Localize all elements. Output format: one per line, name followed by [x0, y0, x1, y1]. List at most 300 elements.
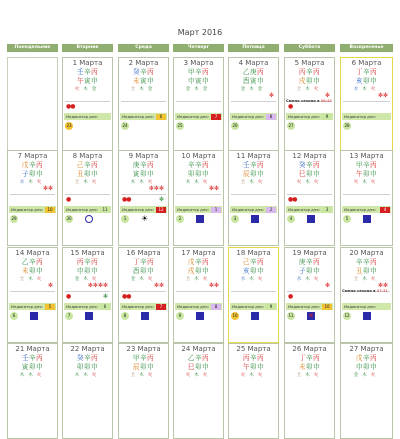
earthly-branches-row: [63, 363, 112, 371]
hieroglyph: 亥: [242, 267, 250, 275]
day-indicator: [64, 206, 111, 213]
moon-day-number: 24: [122, 123, 128, 128]
hieroglyph: 卯: [362, 170, 371, 178]
day-cell[interactable]: [228, 343, 279, 439]
earthly-branches-row: [341, 170, 392, 178]
elements-row: [285, 373, 334, 378]
day-cell[interactable]: [62, 150, 113, 246]
moon-day-number: 25: [177, 123, 183, 128]
hieroglyph: 卯: [305, 267, 314, 275]
heavenly-stems-row: [229, 354, 278, 362]
day-indicator: [286, 303, 333, 310]
hieroglyph: 卯: [305, 363, 314, 371]
indicator-value: 12: [156, 207, 166, 213]
earthly-branches-row: [8, 363, 57, 371]
indicator-value: 6: [156, 114, 166, 120]
hieroglyph: 卯: [362, 363, 371, 371]
indicator-label: Индикатор дня:: [232, 304, 264, 309]
day-date: 3 Марта: [183, 59, 214, 67]
day-indicator: [9, 206, 56, 213]
day-date: 12 Марта: [292, 152, 327, 160]
hieroglyph: 申: [36, 170, 44, 178]
hieroglyph: 火: [36, 180, 46, 185]
day-date: 26 Марта: [292, 345, 327, 353]
divider: [121, 101, 166, 102]
day-date: 16 Марта: [126, 249, 161, 257]
day-date: 14 Марта: [15, 249, 50, 257]
earthly-branches-row: [119, 170, 168, 178]
indicator-value: 9: [266, 304, 276, 310]
divider: [231, 194, 276, 195]
heavenly-stems-row: [119, 68, 168, 76]
earthly-branches-row: [119, 77, 168, 85]
moon-day-number: 26: [232, 123, 238, 128]
hieroglyph: 壬: [76, 68, 84, 76]
hieroglyph: 戊: [187, 258, 195, 266]
heavenly-stems-row: [8, 354, 57, 362]
heavenly-stems-row: [8, 258, 57, 266]
hieroglyph: 甲: [132, 354, 140, 362]
hieroglyph: 火: [202, 277, 212, 282]
hieroglyph: 火: [313, 180, 323, 185]
hieroglyph: 辛: [305, 68, 314, 76]
hieroglyph: 申: [202, 170, 210, 178]
hieroglyph: 木: [305, 373, 314, 378]
divider: [176, 291, 221, 292]
heavenly-stems-row: [341, 258, 392, 266]
hieroglyph: 辛: [249, 258, 258, 266]
elements-row: [229, 277, 278, 282]
hieroglyph: 申: [257, 77, 265, 85]
hieroglyph: 火: [370, 277, 380, 282]
elements-row: [63, 180, 112, 185]
hieroglyph: 午: [76, 77, 84, 85]
hieroglyph: 丁: [298, 354, 306, 362]
hieroglyph: 卯: [139, 267, 148, 275]
hieroglyph: 土: [19, 277, 29, 282]
day-indicator: [286, 113, 333, 120]
day-cell[interactable]: [284, 247, 335, 343]
earthly-branches-row: [119, 267, 168, 275]
calendar-title: Март 2016: [177, 28, 223, 37]
heavenly-stems-row: [285, 258, 334, 266]
hieroglyph: 卯: [76, 363, 84, 371]
hieroglyph: 丙: [242, 354, 250, 362]
hieroglyph: 木: [305, 277, 314, 282]
day-cell[interactable]: [284, 343, 335, 439]
weekday-header: Воскресенье: [340, 44, 393, 52]
red-dots-icon: ●●: [122, 196, 131, 203]
hieroglyph: 木: [362, 277, 371, 282]
heavenly-stems-row: [8, 161, 57, 169]
elements-row: [119, 373, 168, 378]
hieroglyph: 丁: [355, 68, 363, 76]
day-cell[interactable]: [62, 343, 113, 439]
day-date: 21 Марта: [15, 345, 50, 353]
hieroglyph: 申: [91, 77, 99, 85]
heavenly-stems-row: [174, 161, 223, 169]
hieroglyph: 木: [139, 180, 148, 185]
hieroglyph: 辛: [362, 68, 371, 76]
day-cell[interactable]: [7, 150, 58, 246]
hieroglyph: 辛: [28, 161, 37, 169]
hieroglyph: 丙: [370, 354, 378, 362]
day-cell[interactable]: [173, 343, 224, 439]
hieroglyph: 乙: [187, 354, 195, 362]
hieroglyph: 申: [147, 170, 155, 178]
indicator-label: Индикатор дня:: [66, 304, 98, 309]
red-dots-icon: ●●: [122, 293, 131, 300]
hieroglyph: 未: [132, 77, 140, 85]
hieroglyph: 木: [74, 373, 84, 378]
weekday-header: Суббота: [284, 44, 335, 52]
elements-row: [63, 87, 112, 92]
hieroglyph: 火: [74, 87, 84, 92]
indicator-label: Индикатор дня:: [122, 114, 154, 119]
divider: [176, 101, 221, 102]
day-date: 7 Марта: [17, 152, 48, 160]
day-cell[interactable]: [228, 247, 279, 343]
hieroglyph: 辰: [242, 170, 250, 178]
hieroglyph: 辰: [132, 363, 140, 371]
hieroglyph: 卯: [83, 170, 92, 178]
heavenly-stems-row: [341, 354, 392, 362]
hieroglyph: 木: [194, 373, 203, 378]
weekday-header: Вторник: [62, 44, 113, 52]
heavenly-stems-row: [174, 354, 223, 362]
hieroglyph: 土: [296, 373, 306, 378]
weekday-header: Понедельник: [7, 44, 58, 52]
season-change-time: 06:44: [320, 98, 332, 103]
heavenly-stems-row: [63, 161, 112, 169]
hieroglyph: 癸: [298, 161, 306, 169]
day-cell[interactable]: [62, 57, 113, 153]
elements-row: [229, 373, 278, 378]
earthly-branches-row: [174, 363, 223, 371]
hieroglyph: 辛: [362, 161, 371, 169]
hieroglyph: 申: [91, 267, 99, 275]
hieroglyph: 木: [249, 180, 258, 185]
hieroglyph: 火: [91, 277, 101, 282]
hieroglyph: 卯: [249, 363, 258, 371]
hieroglyph: 丙: [313, 354, 321, 362]
hieroglyph: 木: [249, 373, 258, 378]
hieroglyph: 辛: [194, 161, 203, 169]
day-indicator: [230, 303, 277, 310]
hieroglyph: 木: [185, 180, 195, 185]
indicator-label: Индикатор дня:: [288, 114, 320, 119]
day-cell[interactable]: [118, 247, 169, 343]
hieroglyph: 卯: [83, 267, 92, 275]
indicator-value: 7: [156, 304, 166, 310]
hieroglyph: 巳: [298, 170, 306, 178]
indicator-value: 9: [322, 114, 332, 120]
hieroglyph: 丙: [202, 354, 210, 362]
hieroglyph: 申: [370, 170, 378, 178]
divider: [287, 194, 332, 195]
hieroglyph: 火: [313, 277, 323, 282]
day-date: 17 Марта: [181, 249, 216, 257]
indicator-label: Индикатор дня:: [288, 207, 320, 212]
day-cell[interactable]: [340, 343, 393, 439]
indicator-label: Индикатор дня:: [11, 304, 43, 309]
hieroglyph: 申: [313, 170, 321, 178]
hieroglyph: 金: [257, 87, 267, 92]
heavenly-stems-row: [119, 354, 168, 362]
hieroglyph: 卯: [139, 363, 148, 371]
hieroglyph: 寅: [194, 77, 203, 85]
hieroglyph: 金: [91, 87, 101, 92]
day-cell[interactable]: [173, 57, 224, 153]
hieroglyph: 土: [130, 87, 140, 92]
weekday-header: Пятница: [228, 44, 279, 52]
day-date: 5 Марта: [294, 59, 325, 67]
earthly-branches-row: [341, 363, 392, 371]
hieroglyph: 土: [296, 87, 306, 92]
sun-icon: ☀: [141, 214, 149, 223]
day-date: 23 Марта: [126, 345, 161, 353]
blue-square-icon: [30, 312, 38, 320]
hieroglyph: 申: [370, 267, 378, 275]
hieroglyph: 癸: [76, 354, 84, 362]
blue-square-icon: [196, 215, 204, 223]
heavenly-stems-row: [174, 258, 223, 266]
hieroglyph: 辛: [249, 354, 258, 362]
earthly-branches-row: [63, 77, 112, 85]
hieroglyph: 丙: [91, 161, 99, 169]
hieroglyph: 木: [83, 180, 92, 185]
hieroglyph: 未: [21, 267, 29, 275]
indicator-value: 6: [100, 304, 110, 310]
hieroglyph: 火: [202, 180, 212, 185]
hieroglyph: 辛: [355, 258, 363, 266]
hieroglyph: 未: [298, 363, 306, 371]
indicator-label: Индикатор дня:: [122, 207, 154, 212]
hieroglyph: 申: [370, 363, 378, 371]
hieroglyph: 丙: [147, 68, 155, 76]
blue-square-icon: [141, 312, 149, 320]
day-cell[interactable]: [118, 57, 169, 153]
hieroglyph: 丙: [76, 258, 84, 266]
crossed-square-icon: ✕: [308, 312, 314, 320]
hieroglyph: 申: [313, 267, 321, 275]
day-cell[interactable]: [284, 150, 335, 246]
hieroglyph: 火: [147, 373, 157, 378]
hieroglyph: 木: [305, 87, 314, 92]
hieroglyph: 木: [130, 180, 140, 185]
hieroglyph: 卯: [187, 170, 195, 178]
elements-row: [174, 373, 223, 378]
hieroglyph: 辛: [194, 258, 203, 266]
day-indicator: [286, 206, 333, 213]
indicator-label: Индикатор дня:: [344, 304, 376, 309]
hieroglyph: 火: [257, 277, 267, 282]
hieroglyph: 庚: [132, 161, 140, 169]
day-cell[interactable]: [228, 150, 279, 246]
hieroglyph: 丙: [313, 161, 321, 169]
divider: [287, 291, 332, 292]
season-change: [286, 98, 333, 103]
day-date: 10 Марта: [181, 152, 216, 160]
hieroglyph: 辛: [362, 354, 371, 362]
hieroglyph: 木: [194, 180, 203, 185]
blue-square-icon: [196, 312, 204, 320]
hieroglyph: 辛: [139, 258, 148, 266]
hieroglyph: 申: [147, 77, 155, 85]
hieroglyph: 火: [313, 87, 323, 92]
hieroglyph: 木: [83, 373, 92, 378]
day-cell[interactable]: [340, 150, 393, 246]
earthly-branches-row: [285, 170, 334, 178]
hieroglyph: 申: [313, 363, 321, 371]
hieroglyph: 卯: [362, 77, 371, 85]
day-indicator: [230, 206, 277, 213]
hieroglyph: 土: [185, 277, 195, 282]
hieroglyph: 火: [91, 180, 101, 185]
hieroglyph: 丙: [202, 161, 210, 169]
indicator-value: 5: [45, 304, 55, 310]
hieroglyph: 木: [28, 373, 37, 378]
day-cell[interactable]: [284, 57, 335, 153]
earthly-branches-row: [229, 267, 278, 275]
heavenly-stems-row: [63, 354, 112, 362]
hieroglyph: 申: [257, 267, 265, 275]
hieroglyph: 火: [296, 180, 306, 185]
hieroglyph: 辛: [194, 68, 203, 76]
hieroglyph: 申: [91, 170, 99, 178]
hieroglyph: 丙: [147, 161, 155, 169]
day-cell[interactable]: [340, 247, 393, 343]
elements-row: [341, 180, 392, 185]
indicator-label: Индикатор дня:: [344, 207, 376, 212]
blue-square-icon: [251, 312, 259, 320]
hieroglyph: 辛: [305, 354, 314, 362]
day-cell[interactable]: [173, 150, 224, 246]
hieroglyph: 火: [147, 180, 157, 185]
indicator-value: 7: [211, 114, 221, 120]
hieroglyph: 癸: [132, 68, 140, 76]
day-cell[interactable]: [340, 57, 393, 153]
hieroglyph: 卯: [194, 170, 203, 178]
hieroglyph: 丙: [91, 258, 99, 266]
hieroglyph: 辛: [28, 258, 37, 266]
hieroglyph: 丙: [313, 68, 321, 76]
earthly-branches-row: [285, 77, 334, 85]
indicator-value: 10: [45, 207, 55, 213]
hieroglyph: 寅: [132, 170, 140, 178]
day-date: 15 Марта: [70, 249, 105, 257]
heavenly-stems-row: [174, 68, 223, 76]
divider: [121, 194, 166, 195]
hieroglyph: 申: [202, 363, 210, 371]
star-icon: ✻✻: [208, 185, 219, 192]
day-cell[interactable]: [118, 150, 169, 246]
hieroglyph: 丙: [147, 258, 155, 266]
hieroglyph: 申: [257, 170, 265, 178]
blue-square-icon: [307, 215, 315, 223]
day-date: 19 Марта: [292, 249, 327, 257]
hieroglyph: 卯: [362, 267, 371, 275]
day-cell[interactable]: [62, 247, 113, 343]
hieroglyph: 金: [147, 87, 157, 92]
star-icon: ✻✻: [377, 92, 388, 99]
hieroglyph: 木: [362, 180, 371, 185]
hieroglyph: 甲: [355, 161, 363, 169]
divider: [343, 101, 390, 102]
season-change-label: Смена сезона в: [342, 288, 377, 293]
hieroglyph: 丙: [257, 258, 265, 266]
indicator-label: Индикатор дня:: [66, 114, 98, 119]
divider: [10, 194, 55, 195]
hieroglyph: 辛: [187, 161, 195, 169]
hieroglyph: 丑: [76, 170, 84, 178]
empty-day-cell: [7, 57, 58, 153]
star-icon: ✻✻: [42, 185, 53, 192]
heavenly-stems-row: [285, 354, 334, 362]
day-cell[interactable]: [228, 57, 279, 153]
day-cell[interactable]: [7, 343, 58, 439]
hieroglyph: 辛: [305, 258, 314, 266]
red-dots-icon: ●: [288, 293, 293, 300]
hieroglyph: 木: [83, 277, 92, 282]
day-cell[interactable]: [118, 343, 169, 439]
hieroglyph: 丙: [36, 258, 44, 266]
day-date: 18 Марта: [236, 249, 271, 257]
hieroglyph: 巳: [187, 363, 195, 371]
day-cell[interactable]: [7, 247, 58, 343]
indicator-value: 3: [322, 207, 332, 213]
elements-row: [285, 180, 334, 185]
hieroglyph: 丙: [370, 161, 378, 169]
moon-day-number: 29: [11, 216, 17, 221]
divider: [65, 101, 110, 102]
hieroglyph: 木: [249, 277, 258, 282]
heavenly-stems-row: [285, 161, 334, 169]
day-date: 11 Марта: [236, 152, 271, 160]
divider: [231, 291, 276, 292]
hieroglyph: 辛: [28, 354, 37, 362]
day-date: 8 Марта: [72, 152, 103, 160]
day-indicator: [64, 303, 111, 310]
day-cell[interactable]: [173, 247, 224, 343]
hieroglyph: 金: [130, 277, 140, 282]
hieroglyph: 申: [36, 363, 44, 371]
indicator-label: Индикатор дня:: [232, 207, 264, 212]
elements-row: [341, 373, 392, 378]
day-indicator: [175, 303, 222, 310]
moon-day-number: 6: [10, 312, 18, 320]
hieroglyph: 丙: [147, 354, 155, 362]
earthly-branches-row: [229, 363, 278, 371]
hieroglyph: 己: [242, 258, 250, 266]
hieroglyph: 木: [194, 87, 203, 92]
hieroglyph: 火: [147, 277, 157, 282]
hieroglyph: 火: [240, 373, 250, 378]
hieroglyph: 卯: [305, 77, 314, 85]
hieroglyph: 戊: [355, 354, 363, 362]
earthly-branches-row: [341, 267, 392, 275]
indicator-label: Индикатор дня:: [66, 207, 98, 212]
hieroglyph: 戊: [21, 161, 29, 169]
day-date: 24 Марта: [181, 345, 216, 353]
divider: [65, 194, 110, 195]
hieroglyph: 火: [370, 87, 380, 92]
hieroglyph: 壬: [242, 161, 250, 169]
hieroglyph: 寅: [83, 77, 92, 85]
star-icon: ✻✻✻✻: [87, 282, 108, 289]
earthly-branches-row: [63, 267, 112, 275]
earthly-branches-row: [8, 170, 57, 178]
